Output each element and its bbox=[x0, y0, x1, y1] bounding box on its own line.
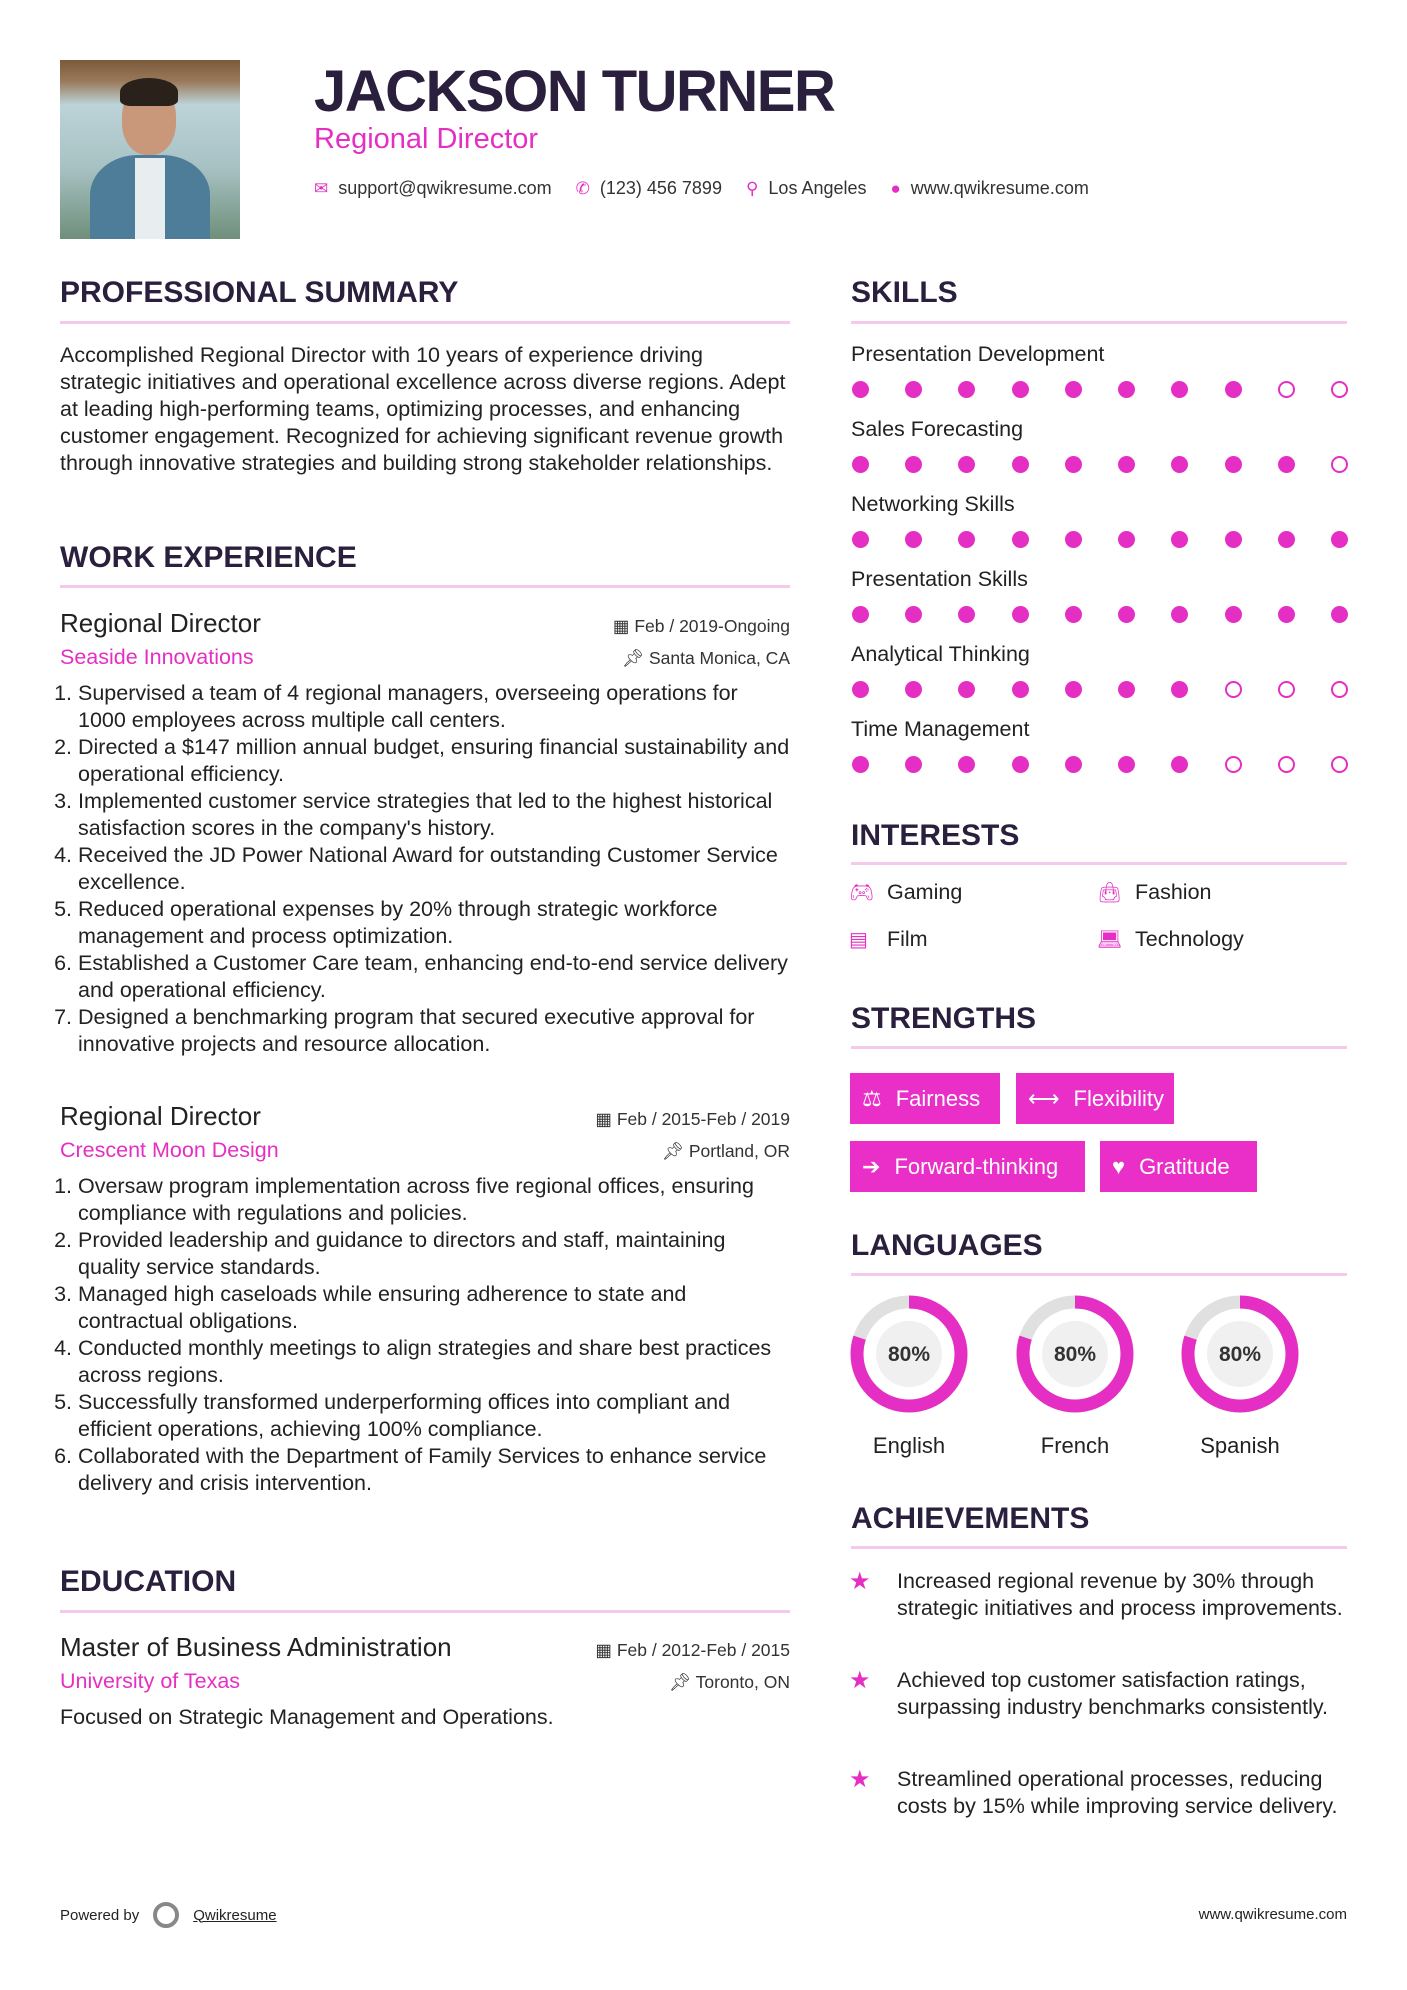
divider bbox=[851, 862, 1347, 865]
candidate-name: JACKSON TURNER bbox=[314, 59, 835, 124]
skill-dot bbox=[1012, 531, 1029, 548]
interest-label: Fashion bbox=[1135, 880, 1212, 904]
job-bullet: 4. Received the JD Power National Award for outstanding Customer Service excellence. bbox=[78, 842, 790, 896]
degree: Master of Business Administration bbox=[60, 1632, 452, 1662]
laptop-icon: 💻︎ bbox=[1097, 929, 1123, 951]
school: University of Texas bbox=[60, 1669, 241, 1693]
strength-label: Forward-thinking bbox=[894, 1153, 1059, 1179]
arrow-right-icon: ➔ bbox=[862, 1153, 881, 1179]
calendar-icon: ▦ bbox=[595, 1640, 617, 1660]
skill-item bbox=[851, 342, 1347, 417]
website-link[interactable]: www.qwikresume.com bbox=[910, 178, 1089, 198]
education-description: Focused on Strategic Management and Operations. bbox=[60, 1705, 554, 1729]
job-bullet: 6. Established a Customer Care team, enhancing end-to-end service delivery and operational efficiency. bbox=[78, 950, 790, 1004]
job-location: Portland, OR bbox=[688, 1141, 790, 1161]
job-title: Regional Director bbox=[60, 1101, 261, 1131]
skill-dot bbox=[1171, 756, 1188, 773]
skill-dot bbox=[1012, 381, 1029, 398]
skill-dot bbox=[1118, 381, 1135, 398]
skill-dot bbox=[1225, 681, 1242, 698]
skill-dot bbox=[1278, 531, 1295, 548]
interests-heading: INTERESTS bbox=[851, 819, 1020, 852]
job-bullet: 3. Implemented customer service strategies that led to the highest historical satisfaction scores in the company's history. bbox=[78, 788, 790, 842]
language-name: French bbox=[1040, 1433, 1110, 1458]
job-bullet: 3. Managed high caseloads while ensuring adherence to state and contractual obligations. bbox=[78, 1281, 790, 1335]
language-donut bbox=[1179, 1293, 1301, 1415]
skill-dot bbox=[1118, 606, 1135, 623]
skill-dot bbox=[1012, 756, 1029, 773]
strength-fairness bbox=[850, 1073, 1000, 1124]
skill-dot bbox=[1225, 456, 1242, 473]
language-item bbox=[1179, 1293, 1301, 1459]
interest-film bbox=[849, 927, 928, 952]
strength-forward-thinking bbox=[850, 1141, 1085, 1192]
language-donut bbox=[848, 1293, 970, 1415]
skill-dot bbox=[958, 531, 975, 548]
skill-item bbox=[851, 717, 1347, 792]
language-percent: 80% bbox=[1053, 1343, 1097, 1366]
skill-dot bbox=[1065, 681, 1082, 698]
achievement-text: Achieved top customer satisfaction ratings, surpassing industry benchmarks consistently. bbox=[897, 1668, 1328, 1719]
skill-dot bbox=[1278, 456, 1295, 473]
pin-icon: 📌︎ bbox=[668, 1672, 696, 1692]
phone-text: (123) 456 7899 bbox=[599, 178, 722, 198]
skill-dot bbox=[958, 606, 975, 623]
skill-dot bbox=[905, 681, 922, 698]
star-icon: ★ bbox=[849, 1568, 871, 1595]
skill-rating bbox=[851, 756, 1348, 773]
skill-name: Presentation Development bbox=[851, 342, 1105, 366]
language-name: English bbox=[872, 1433, 946, 1458]
interest-label: Film bbox=[887, 927, 928, 951]
language-name: Spanish bbox=[1200, 1433, 1280, 1458]
skill-dot bbox=[905, 531, 922, 548]
skill-dot bbox=[1065, 531, 1082, 548]
skill-dot bbox=[905, 756, 922, 773]
skill-dot bbox=[1171, 456, 1188, 473]
languages-heading: LANGUAGES bbox=[851, 1229, 1043, 1262]
job-bullet: 6. Collaborated with the Department of Family Services to enhance service delivery and crisis intervention. bbox=[78, 1443, 790, 1497]
skill-dot bbox=[1278, 606, 1295, 623]
achievement-text: Increased regional revenue by 30% through strategic initiatives and process improvements. bbox=[897, 1569, 1343, 1620]
interest-label: Technology bbox=[1135, 927, 1244, 951]
skill-dot bbox=[1065, 381, 1082, 398]
skill-dot bbox=[905, 606, 922, 623]
contact-bar bbox=[314, 178, 1089, 199]
skill-dot bbox=[905, 381, 922, 398]
location-text: Los Angeles bbox=[768, 178, 867, 198]
skill-dot bbox=[852, 681, 869, 698]
skill-dot bbox=[1118, 456, 1135, 473]
interest-gaming bbox=[849, 880, 962, 905]
skill-dot bbox=[958, 756, 975, 773]
language-item bbox=[1014, 1293, 1136, 1459]
interest-label: Gaming bbox=[887, 880, 963, 904]
job-bullet: 1. Supervised a team of 4 regional managers, overseeing operations for 1000 employees across multiple call centers. bbox=[78, 680, 790, 734]
summary-text: Accomplished Regional Director with 10 years of experience driving strategic initiatives and operational excellence across diverse regions. Adept at leading high-performing teams, optimizing processes, and enhancing customer engagement. Recognized for achieving significant revenue growth through innovative strategies and building strong stakeholder relationships. bbox=[60, 343, 786, 475]
skill-dot bbox=[1225, 606, 1242, 623]
skill-dot bbox=[958, 381, 975, 398]
skill-dot bbox=[852, 606, 869, 623]
candidate-title: Regional Director bbox=[314, 123, 539, 155]
skill-dot bbox=[852, 381, 869, 398]
skill-item bbox=[851, 492, 1347, 567]
strength-gratitude bbox=[1100, 1141, 1257, 1192]
company-name: Seaside Innovations bbox=[60, 645, 254, 669]
achievement-item bbox=[849, 1766, 1349, 1820]
star-icon: ★ bbox=[849, 1766, 871, 1793]
skill-name: Presentation Skills bbox=[851, 567, 1028, 591]
job-title: Regional Director bbox=[60, 608, 261, 638]
skill-dot bbox=[1331, 381, 1348, 398]
interest-fashion bbox=[1097, 880, 1212, 905]
brand-link[interactable]: Qwikresume bbox=[193, 1906, 277, 1924]
job-bullet: 1. Oversaw program implementation across five regional offices, ensuring compliance with regulations and policies. bbox=[78, 1173, 790, 1227]
job-bullet: 5. Reduced operational expenses by 20% through strategic workforce management and process optimization. bbox=[78, 896, 790, 950]
envelope-icon: ✉ bbox=[314, 178, 329, 198]
skill-dot bbox=[1065, 606, 1082, 623]
skill-dot bbox=[905, 456, 922, 473]
skill-dot bbox=[1331, 531, 1348, 548]
strength-flexibility bbox=[1016, 1073, 1174, 1124]
skill-dot bbox=[1118, 531, 1135, 548]
skill-item bbox=[851, 567, 1347, 642]
skill-item bbox=[851, 642, 1347, 717]
divider bbox=[60, 321, 790, 324]
calendar-icon: ▦ bbox=[612, 616, 635, 636]
skill-dot bbox=[1065, 756, 1082, 773]
map-pin-icon: ⚲ bbox=[745, 178, 759, 198]
job-entry bbox=[60, 608, 790, 1058]
skill-dot bbox=[1012, 681, 1029, 698]
skill-dot bbox=[1012, 456, 1029, 473]
skill-dot bbox=[1171, 606, 1188, 623]
skill-dot bbox=[1278, 381, 1295, 398]
skill-dot bbox=[1278, 756, 1295, 773]
profile-photo bbox=[60, 60, 240, 239]
divider bbox=[851, 1046, 1347, 1049]
skill-dot bbox=[1331, 756, 1348, 773]
skill-dot bbox=[1225, 381, 1242, 398]
skill-dot bbox=[958, 456, 975, 473]
skill-dot bbox=[852, 456, 869, 473]
balance-scale-icon: ⚖ bbox=[862, 1085, 882, 1111]
divider bbox=[60, 1610, 790, 1613]
pin-icon: 📌︎ bbox=[661, 1141, 689, 1161]
skill-dot bbox=[1331, 606, 1348, 623]
skill-dot bbox=[1331, 456, 1348, 473]
experience-heading: WORK EXPERIENCE bbox=[60, 541, 357, 574]
qwikresume-logo-icon bbox=[153, 1902, 179, 1928]
job-location: Santa Monica, CA bbox=[648, 648, 790, 668]
strength-label: Fairness bbox=[895, 1085, 981, 1111]
education-entry bbox=[60, 1632, 790, 1731]
email-link[interactable]: support@qwikresume.com bbox=[338, 178, 552, 198]
strength-label: Gratitude bbox=[1139, 1153, 1230, 1179]
skill-rating bbox=[851, 381, 1348, 398]
skill-rating bbox=[851, 606, 1348, 623]
skill-name: Analytical Thinking bbox=[851, 642, 1030, 666]
shopping-bag-icon: 👜︎ bbox=[1097, 882, 1123, 904]
divider bbox=[851, 321, 1347, 324]
skill-dot bbox=[1225, 756, 1242, 773]
skill-rating bbox=[851, 456, 1348, 473]
footer-website[interactable]: www.qwikresume.com bbox=[1198, 1906, 1347, 1923]
skill-dot bbox=[1331, 681, 1348, 698]
job-date: Feb / 2019-Ongoing bbox=[634, 616, 790, 636]
skill-rating bbox=[851, 531, 1348, 548]
strengths-heading: STRENGTHS bbox=[851, 1002, 1037, 1035]
skill-dot bbox=[958, 681, 975, 698]
skill-dot bbox=[1118, 756, 1135, 773]
job-bullet: 2. Directed a $147 million annual budget, ensuring financial sustainability and operational efficiency. bbox=[78, 734, 790, 788]
skill-dot bbox=[852, 531, 869, 548]
skill-dot bbox=[1278, 681, 1295, 698]
skill-name: Networking Skills bbox=[851, 492, 1015, 516]
skill-dot bbox=[1118, 681, 1135, 698]
summary-heading: PROFESSIONAL SUMMARY bbox=[60, 276, 459, 309]
job-bullets bbox=[60, 680, 790, 1058]
job-bullet: 4. Conducted monthly meetings to align strategies and share best practices across regions. bbox=[78, 1335, 790, 1389]
pin-icon: 📌︎ bbox=[621, 648, 649, 668]
footer-left bbox=[60, 1902, 277, 1928]
divider bbox=[60, 585, 790, 588]
skill-item bbox=[851, 417, 1347, 492]
achievement-text: Streamlined operational processes, reducing costs by 15% while improving service delivery. bbox=[897, 1767, 1338, 1818]
job-entry bbox=[60, 1101, 790, 1497]
globe-icon: ● bbox=[890, 178, 901, 198]
education-location: Toronto, ON bbox=[695, 1672, 790, 1692]
skill-dot bbox=[1012, 606, 1029, 623]
interest-technology bbox=[1097, 927, 1244, 952]
achievement-item bbox=[849, 1568, 1349, 1622]
film-icon: ▤ bbox=[849, 929, 868, 951]
powered-by-text: Powered by bbox=[60, 1906, 140, 1924]
gamepad-icon: 🎮︎ bbox=[849, 882, 875, 904]
skill-dot bbox=[1171, 381, 1188, 398]
star-icon: ★ bbox=[849, 1667, 871, 1694]
skill-name: Sales Forecasting bbox=[851, 417, 1024, 441]
phone-icon: ✆ bbox=[575, 178, 590, 198]
heart-icon: ♥ bbox=[1112, 1153, 1126, 1179]
job-bullet: 2. Provided leadership and guidance to directors and staff, maintaining quality service standards. bbox=[78, 1227, 790, 1281]
skills-heading: SKILLS bbox=[851, 276, 958, 309]
job-date: Feb / 2015-Feb / 2019 bbox=[616, 1109, 790, 1129]
skill-dot bbox=[1171, 681, 1188, 698]
education-heading: EDUCATION bbox=[60, 1565, 237, 1598]
language-donut bbox=[1014, 1293, 1136, 1415]
language-item bbox=[848, 1293, 970, 1459]
calendar-icon: ▦ bbox=[595, 1109, 617, 1129]
education-date: Feb / 2012-Feb / 2015 bbox=[616, 1640, 790, 1660]
language-percent: 80% bbox=[1218, 1343, 1262, 1366]
skill-dot bbox=[1065, 456, 1082, 473]
job-bullet: 5. Successfully transformed underperforming offices into compliant and efficient operations, achieving 100% compliance. bbox=[78, 1389, 790, 1443]
divider bbox=[851, 1546, 1347, 1549]
strength-label: Flexibility bbox=[1073, 1085, 1165, 1111]
achievements-heading: ACHIEVEMENTS bbox=[851, 1502, 1090, 1535]
language-percent: 80% bbox=[887, 1343, 931, 1366]
divider bbox=[851, 1273, 1347, 1276]
skill-dot bbox=[852, 756, 869, 773]
achievement-item bbox=[849, 1667, 1349, 1721]
skill-dot bbox=[1171, 531, 1188, 548]
skill-rating bbox=[851, 681, 1348, 698]
job-bullet: 7. Designed a benchmarking program that secured executive approval for innovative projects and resource allocation. bbox=[78, 1004, 790, 1058]
arrows-horizontal-icon: ⟷ bbox=[1028, 1085, 1060, 1111]
skill-dot bbox=[1225, 531, 1242, 548]
company-name: Crescent Moon Design bbox=[60, 1138, 279, 1162]
skill-name: Time Management bbox=[851, 717, 1030, 741]
job-bullets bbox=[60, 1173, 790, 1497]
